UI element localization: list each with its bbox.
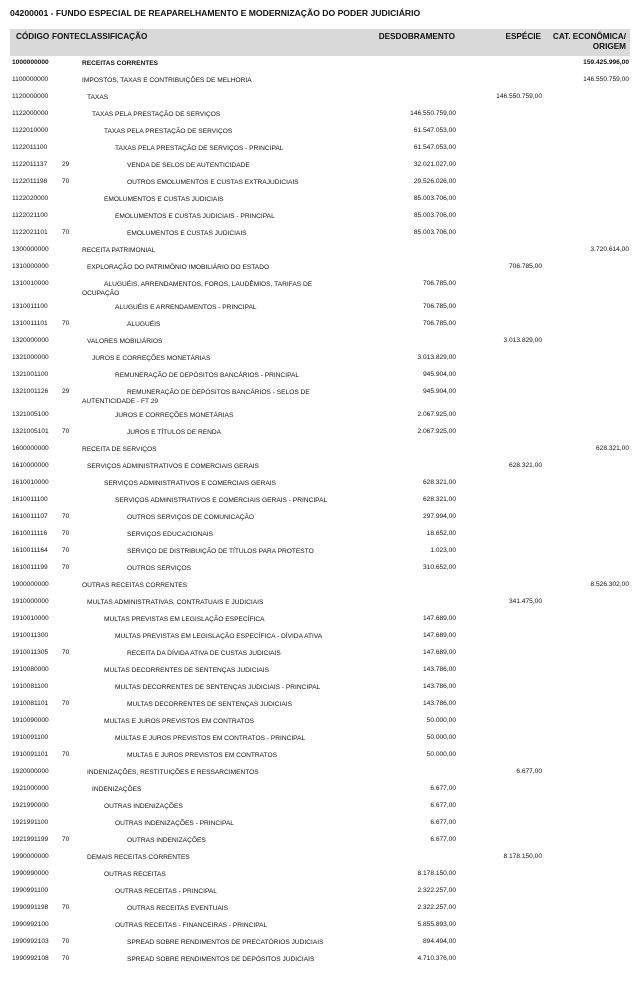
row-desdobramento: 310.652,00 (422, 564, 456, 571)
row-code: 1122021100 (12, 212, 48, 219)
row-desdobramento: 147.689,00 (422, 649, 456, 656)
row-code: 1910081100 (12, 683, 49, 690)
row-classificacao: JUROS E CORREÇÕES MONETÁRIAS (92, 355, 211, 362)
row-classificacao: TAXAS (87, 94, 109, 101)
row-classificacao: TAXAS PELA PRESTAÇÃO DE SERVIÇOS (104, 128, 233, 135)
table-row (0, 93, 639, 105)
table-row (0, 938, 639, 950)
header-cat-line2: ORIGEM (592, 42, 626, 51)
row-classificacao: INDENIZAÇÕES, RESTITUIÇÕES E RESSARCIMENTOS (87, 769, 259, 776)
row-desdobramento: 50.000,00 (426, 734, 456, 741)
row-classificacao: VENDA DE SELOS DE AUTENTICIDADE (127, 162, 250, 169)
row-desdobramento: 945.904,00 (422, 371, 456, 378)
row-code: 1321001100 (12, 371, 49, 378)
table-row (0, 530, 639, 542)
header-codigo: CÓDIGO (16, 32, 50, 41)
row-code: 1990992103 (12, 938, 49, 945)
row-desdobramento: 6.677,00 (430, 836, 456, 843)
table-row (0, 229, 639, 241)
row-fonte: 70 (62, 564, 70, 571)
table-row (0, 371, 639, 383)
row-code: 1921991199 (12, 836, 49, 843)
row-especie: 8.178.150,00 (503, 853, 542, 860)
row-fonte: 70 (62, 320, 70, 327)
row-desdobramento: 6.677,00 (430, 785, 456, 792)
row-classificacao: ALUGUÉIS, ARRENDAMENTOS, FOROS, LAUDÊMIOS, TARIFAS DE (104, 281, 313, 288)
row-code: 1990991100 (12, 887, 49, 894)
table-row (0, 127, 639, 139)
row-categoria-economica: 3.720.614,00 (590, 246, 629, 253)
row-fonte: 70 (62, 700, 70, 707)
row-classificacao: MULTAS PREVISTAS EM LEGISLAÇÃO ESPECÍFICA (104, 616, 265, 623)
row-desdobramento: 18.652,00 (426, 530, 456, 537)
row-classificacao: MULTAS PREVISTAS EM LEGISLAÇÃO ESPECÍFICA - DÍVIDA ATIVA (115, 633, 323, 640)
table-row (0, 246, 639, 258)
table-row (0, 564, 639, 576)
row-classificacao: OUTRAS RECEITAS - FINANCEIRAS - PRINCIPAL (115, 922, 268, 929)
row-classificacao: RECEITA DE SERVIÇOS (82, 446, 157, 453)
table-row (0, 955, 639, 967)
row-classificacao: MULTAS E JUROS PREVISTOS EM CONTRATOS - PRINCIPAL (115, 735, 306, 742)
row-classificacao: RECEITAS CORRENTES (82, 60, 159, 67)
row-classificacao: TAXAS PELA PRESTAÇÃO DE SERVIÇOS - PRINCIPAL (115, 145, 284, 152)
row-fonte: 29 (62, 388, 70, 395)
row-categoria-economica: 8.526.302,00 (590, 581, 629, 588)
row-desdobramento: 147.689,00 (422, 632, 456, 639)
table-row (0, 496, 639, 508)
row-classificacao: SERVIÇOS EDUCACIONAIS (127, 531, 213, 538)
row-code: 1120000000 (12, 93, 49, 100)
row-desdobramento: 628.321,00 (422, 479, 456, 486)
row-code: 1910010000 (12, 615, 49, 622)
row-code: 1300000000 (12, 246, 49, 253)
row-classificacao: REMUNERAÇÃO DE DEPÓSITOS BANCÁRIOS - SELOS DE (127, 389, 310, 396)
row-desdobramento: 61.547.053,00 (413, 127, 456, 134)
row-code: 1910000000 (12, 598, 49, 605)
table-row (0, 666, 639, 678)
row-code: 1321005100 (12, 411, 49, 418)
row-fonte: 70 (62, 229, 70, 236)
row-code: 1910091100 (12, 734, 49, 741)
row-especie: 3.013.829,00 (503, 337, 542, 344)
row-fonte: 70 (62, 428, 70, 435)
row-desdobramento: 143.786,00 (422, 700, 456, 707)
row-code: 1310011100 (12, 303, 48, 310)
table-row (0, 428, 639, 440)
row-desdobramento: 146.550.759,00 (410, 110, 456, 117)
table-row (0, 547, 639, 559)
row-desdobramento: 1.023,00 (430, 547, 456, 554)
row-classificacao: DEMAIS RECEITAS CORRENTES (87, 854, 190, 861)
table-row (0, 212, 639, 224)
table-row (0, 632, 639, 644)
row-code: 1910090000 (12, 717, 49, 724)
row-code: 1910091101 (12, 751, 49, 758)
table-row (0, 921, 639, 933)
row-code: 1610010000 (12, 479, 49, 486)
table-row (0, 802, 639, 814)
row-code: 1921991100 (12, 819, 49, 826)
row-code: 1910080000 (12, 666, 49, 673)
row-desdobramento: 706.785,00 (422, 280, 456, 287)
row-classificacao: INDENIZAÇÕES (92, 786, 142, 793)
row-code: 1921990000 (12, 802, 49, 809)
row-code: 1610011199 (12, 564, 48, 571)
row-classificacao: OUTROS SERVIÇOS DE COMUNICAÇÃO (127, 514, 255, 521)
row-categoria-economica: 146.550.759,00 (583, 76, 629, 83)
row-desdobramento: 297.994,00 (422, 513, 456, 520)
row-classificacao: JUROS E TÍTULOS DE RENDA (127, 429, 222, 436)
row-fonte: 70 (62, 938, 70, 945)
table-row (0, 411, 639, 423)
row-classificacao: SPREAD SOBRE RENDIMENTOS DE PRECATÓRIOS JUDICIAIS (127, 939, 324, 946)
row-classificacao: RECEITA DA DÍVIDA ATIVA DE CUSTAS JUDICIAIS (127, 650, 281, 657)
row-fonte: 70 (62, 904, 70, 911)
row-classificacao-cont: AUTENTICIDADE - FT 29 (82, 398, 159, 405)
row-classificacao: JUROS E CORREÇÕES MONETÁRIAS (115, 412, 234, 419)
row-code: 1321000000 (12, 354, 49, 361)
table-row (0, 887, 639, 899)
row-especie: 706.785,00 (508, 263, 542, 270)
table-row (0, 280, 639, 297)
row-classificacao: SERVIÇOS ADMINISTRATIVOS E COMERCIAIS GERAIS (104, 480, 276, 487)
row-classificacao: EMOLUMENTOS E CUSTAS JUDICIAIS (104, 196, 224, 203)
row-desdobramento: 85.003.706,00 (413, 229, 456, 236)
table-row (0, 76, 639, 88)
header-fonte: FONTE (52, 32, 80, 41)
table-row (0, 751, 639, 763)
row-code: 1321001126 (12, 388, 49, 395)
row-code: 1000000000 (12, 59, 49, 66)
row-code: 1310011101 (12, 320, 48, 327)
row-fonte: 29 (62, 161, 70, 168)
table-row (0, 320, 639, 332)
row-code: 1910011300 (12, 632, 49, 639)
row-desdobramento: 706.785,00 (422, 320, 456, 327)
row-code: 1990000000 (12, 853, 49, 860)
row-fonte: 70 (62, 530, 70, 537)
row-classificacao: ALUGUÉIS E ARRENDAMENTOS - PRINCIPAL (115, 304, 257, 311)
row-code: 1910081101 (12, 700, 49, 707)
row-fonte: 70 (62, 836, 70, 843)
row-fonte: 70 (62, 955, 70, 962)
row-classificacao: RECEITA PATRIMONIAL (82, 247, 156, 254)
row-classificacao: SPREAD SOBRE RENDIMENTOS DE DEPÓSITOS JUDICIAIS (127, 956, 315, 963)
row-fonte: 70 (62, 547, 70, 554)
row-desdobramento: 143.786,00 (422, 683, 456, 690)
row-classificacao: OUTRAS INDENIZAÇÕES (104, 803, 183, 810)
row-code: 1610011116 (12, 530, 48, 537)
row-code: 1122010000 (12, 127, 49, 134)
row-classificacao: MULTAS DECORRENTES DE SENTENÇAS JUDICIAIS (127, 701, 292, 708)
row-classificacao: MULTAS E JUROS PREVISTOS EM CONTRATOS (127, 752, 277, 759)
row-classificacao: IMPOSTOS, TAXAS E CONTRIBUIÇÕES DE MELHORIA (82, 77, 252, 84)
table-row (0, 768, 639, 780)
table-row (0, 853, 639, 865)
row-code: 1920000000 (12, 768, 49, 775)
row-code: 1100000000 (12, 76, 49, 83)
row-desdobramento: 2.067.925,00 (417, 411, 456, 418)
table-row (0, 445, 639, 457)
table-row (0, 836, 639, 848)
row-classificacao: OUTROS SERVIÇOS (127, 565, 191, 572)
row-fonte: 70 (62, 649, 70, 656)
row-desdobramento: 147.689,00 (422, 615, 456, 622)
table-row (0, 144, 639, 156)
row-desdobramento: 6.677,00 (430, 802, 456, 809)
row-code: 1910011305 (12, 649, 49, 656)
table-row (0, 303, 639, 315)
row-code: 1900000000 (12, 581, 49, 588)
header-classificacao: CLASSIFICAÇÃO (80, 32, 148, 41)
table-row (0, 649, 639, 661)
row-code: 1122000000 (12, 110, 49, 117)
row-desdobramento: 2.322.257,00 (417, 887, 456, 894)
row-especie: 6.677,00 (516, 768, 542, 775)
table-row (0, 683, 639, 695)
row-desdobramento: 61.547.053,00 (413, 144, 456, 151)
row-classificacao: MULTAS DECORRENTES DE SENTENÇAS JUDICIAIS - PRINCIPAL (115, 684, 321, 691)
row-fonte: 70 (62, 751, 70, 758)
row-desdobramento: 29.526.026,00 (413, 178, 456, 185)
row-classificacao: OUTRAS INDENIZAÇÕES (127, 837, 206, 844)
row-desdobramento: 2.067.925,00 (417, 428, 456, 435)
row-classificacao: OUTRAS INDENIZAÇÕES - PRINCIPAL (115, 820, 234, 827)
row-classificacao: SERVIÇO DE DISTRIBUIÇÃO DE TÍTULOS PARA PROTESTO (127, 548, 314, 555)
table-row (0, 462, 639, 474)
row-code: 1122021101 (12, 229, 48, 236)
table-row (0, 581, 639, 593)
table-row (0, 337, 639, 349)
table-row (0, 870, 639, 882)
row-desdobramento: 50.000,00 (426, 717, 456, 724)
row-classificacao: OUTRAS RECEITAS EVENTUAIS (127, 905, 228, 912)
row-desdobramento: 945.904,00 (422, 388, 456, 395)
row-categoria-economica: 159.425.996,00 (583, 59, 629, 66)
row-fonte: 70 (62, 513, 70, 520)
table-row (0, 734, 639, 746)
table-row (0, 110, 639, 122)
table-row (0, 161, 639, 173)
row-code: 1990991198 (12, 904, 49, 911)
row-desdobramento: 8.178.150,00 (417, 870, 456, 877)
row-code: 1610000000 (12, 462, 49, 469)
row-fonte: 70 (62, 178, 70, 185)
row-categoria-economica: 628.321,00 (595, 445, 629, 452)
row-desdobramento: 894.494,00 (422, 938, 456, 945)
row-classificacao: OUTRAS RECEITAS CORRENTES (82, 582, 188, 589)
row-especie: 628.321,00 (508, 462, 542, 469)
row-desdobramento: 5.855.893,00 (417, 921, 456, 928)
row-code: 1310000000 (12, 263, 49, 270)
row-code: 1122011137 (12, 161, 48, 168)
table-row (0, 479, 639, 491)
row-classificacao-cont: OCUPAÇÃO (82, 290, 120, 297)
table-row (0, 195, 639, 207)
row-code: 1600000000 (12, 445, 49, 452)
row-classificacao: VALORES MOBILIÁRIOS (87, 338, 163, 345)
row-especie: 146.550.759,00 (496, 93, 542, 100)
row-code: 1610011164 (12, 547, 48, 554)
row-code: 1921000000 (12, 785, 49, 792)
table-row (0, 598, 639, 610)
table-row (0, 354, 639, 366)
row-desdobramento: 32.021.027,00 (413, 161, 456, 168)
row-desdobramento: 50.000,00 (426, 751, 456, 758)
row-classificacao: SERVIÇOS ADMINISTRATIVOS E COMERCIAIS GERAIS - PRINCIPAL (115, 497, 328, 504)
row-desdobramento: 706.785,00 (422, 303, 456, 310)
table-row (0, 819, 639, 831)
row-classificacao: TAXAS PELA PRESTAÇÃO DE SERVIÇOS (92, 111, 221, 118)
document-title: 04200001 - FUNDO ESPECIAL DE REAPARELHAMENTO E MODERNIZAÇÃO DO PODER JUDICIÁRIO (10, 8, 421, 18)
row-desdobramento: 3.013.829,00 (417, 354, 456, 361)
row-classificacao: SERVIÇOS ADMINISTRATIVOS E COMERCIAIS GERAIS (87, 463, 259, 470)
table-row (0, 785, 639, 797)
row-classificacao: OUTROS EMOLUMENTOS E CUSTAS EXTRAJUDICIAIS (127, 179, 299, 186)
row-code: 1310010000 (12, 280, 49, 287)
row-classificacao: EMOLUMENTOS E CUSTAS JUDICIAIS (127, 230, 247, 237)
row-desdobramento: 143.786,00 (422, 666, 456, 673)
row-code: 1122011198 (12, 178, 48, 185)
table-row (0, 178, 639, 190)
table-row (0, 615, 639, 627)
row-code: 1122020000 (12, 195, 49, 202)
row-code: 1610011100 (12, 496, 48, 503)
row-code: 1610011107 (12, 513, 48, 520)
header-cat-line1: CAT. ECONÔMICA/ (552, 32, 626, 41)
row-desdobramento: 2.322.257,00 (417, 904, 456, 911)
table-row (0, 717, 639, 729)
row-classificacao: MULTAS E JUROS PREVISTOS EM CONTRATOS (104, 718, 254, 725)
row-especie: 341.475,00 (508, 598, 542, 605)
table-row (0, 513, 639, 525)
table-row (0, 263, 639, 275)
row-classificacao: MULTAS ADMINISTRATIVAS, CONTRATUAIS E JUDICIAIS (87, 599, 264, 606)
row-desdobramento: 628.321,00 (422, 496, 456, 503)
row-classificacao: EXPLORAÇÃO DO PATRIMÔNIO IMOBILIÁRIO DO ESTADO (87, 264, 270, 271)
row-classificacao: MULTAS DECORRENTES DE SENTENÇAS JUDICIAIS (104, 667, 269, 674)
row-code: 1990990000 (12, 870, 49, 877)
row-classificacao: OUTRAS RECEITAS (104, 871, 166, 878)
row-code: 1122011100 (12, 144, 48, 151)
row-code: 1990992108 (12, 955, 49, 962)
row-code: 1321005101 (12, 428, 49, 435)
row-desdobramento: 6.677,00 (430, 819, 456, 826)
table-row (0, 904, 639, 916)
row-desdobramento: 85.003.706,00 (413, 195, 456, 202)
row-code: 1990992100 (12, 921, 49, 928)
table-row (0, 59, 639, 71)
row-classificacao: REMUNERAÇÃO DE DEPÓSITOS BANCÁRIOS - PRINCIPAL (115, 372, 300, 379)
row-code: 1320000000 (12, 337, 49, 344)
header-especie: ESPÉCIE (505, 32, 541, 41)
row-classificacao: ALUGUÉIS (127, 321, 161, 328)
row-desdobramento: 85.003.706,00 (413, 212, 456, 219)
row-classificacao: OUTRAS RECEITAS - PRINCIPAL (115, 888, 217, 895)
table-row (0, 700, 639, 712)
table-row (0, 388, 639, 405)
row-classificacao: EMOLUMENTOS E CUSTAS JUDICIAIS - PRINCIPAL (115, 213, 275, 220)
row-desdobramento: 4.710.376,00 (417, 955, 456, 962)
header-desdobramento: DESDOBRAMENTO (378, 32, 455, 41)
